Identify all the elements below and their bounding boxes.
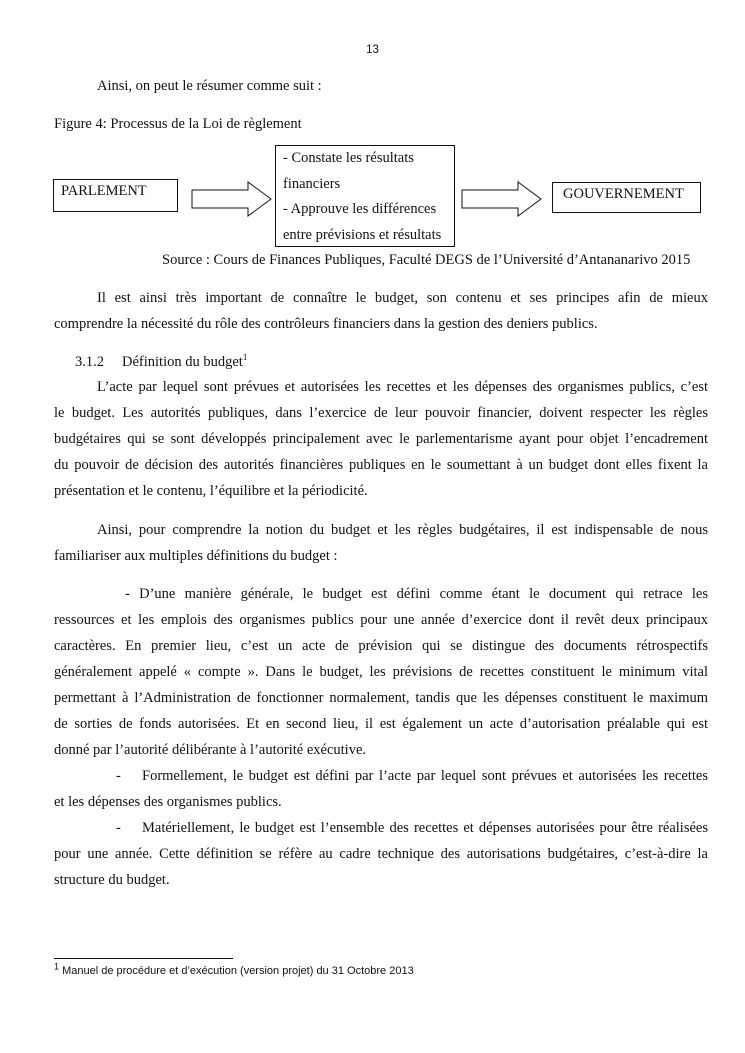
bullet-line: généralement appelé « compte ». Dans le budget, les prévisions de recettes constituent le minimum vital xyxy=(54,664,708,680)
paragraph-line: présentation et le contenu, l’équilibre et la périodicité. xyxy=(54,483,368,499)
footnote xyxy=(54,961,414,977)
bullet-line: - D’une manière générale, le budget est défini comme étant le document qui retrace les xyxy=(125,586,708,602)
paragraph-line: Il est ainsi très important de connaître le budget, son contenu et ses principes afin de mieux xyxy=(97,290,708,306)
bullet-line: ressources et les emplois des organismes publics pour une année d’exercice dont il revêt deux principaux xyxy=(54,612,708,628)
bullet-line: Matériellement, le budget est l’ensemble des recettes et dépenses autorisées pour être réalisées xyxy=(142,820,708,836)
paragraph-line: budgétaires qui se sont développés principalement avec le parlementarisme ayant pour objet l’encadrement xyxy=(54,431,708,447)
gouvernement-label: GOUVERNEMENT xyxy=(563,186,684,202)
bullet-line: Formellement, le budget est défini par l’acte par lequel sont prévues et autorisées les recettes xyxy=(142,768,708,784)
bullet-line: caractères. En premier lieu, c’est un acte de prévision qui se distingue des documents rétrospectifs xyxy=(54,638,708,654)
bullet-line: et les dépenses des organismes publics. xyxy=(54,794,282,810)
figure-caption: Figure 4: Processus de la Loi de règlement xyxy=(54,116,302,132)
parlement-label: PARLEMENT xyxy=(61,183,147,199)
paragraph-line: du pouvoir de décision des autorités financières publiques en le soumettant à un budget dont elles fixent la xyxy=(54,457,708,473)
page-number: 13 xyxy=(366,44,379,56)
bullet-line: de sorties de fonds autorisées. Et en second lieu, il est également un acte d’autorisation préalable qui est xyxy=(54,716,708,732)
intro-text: Ainsi, on peut le résumer comme suit : xyxy=(97,78,322,94)
footnote-ref: 1 xyxy=(242,352,248,363)
paragraph-line: L’acte par lequel sont prévues et autorisées les recettes et les dépenses des organismes publics, c’est xyxy=(97,379,708,395)
bullet-line: permettant à l’Administration de fonctionner normalement, tandis que les dépenses constituent le maximum xyxy=(54,690,708,706)
section-title: Définition du budget xyxy=(122,354,243,370)
arrow-right-icon xyxy=(191,181,273,217)
paragraph-line: Ainsi, pour comprendre la notion du budget et les règles budgétaires, il est indispensable de nous xyxy=(97,522,708,538)
footnote-rule xyxy=(54,958,233,959)
gouvernement-box xyxy=(552,182,701,213)
process-line: entre prévisions et résultats xyxy=(283,226,442,243)
footnote-mark: 1 xyxy=(54,961,60,972)
process-box xyxy=(275,145,455,247)
paragraph-line: familiariser aux multiples définitions du budget : xyxy=(54,548,338,564)
process-line: financiers xyxy=(283,175,341,192)
paragraph-line: comprendre la nécessité du rôle des contrôleurs financiers dans la gestion des deniers publics. xyxy=(54,316,598,332)
figure-source: Source : Cours de Finances Publiques, Faculté DEGS de l’Université d’Antananarivo 2015 xyxy=(162,252,691,268)
process-line: - Constate les résultats xyxy=(283,150,414,166)
bullet-line: pour une année. Cette définition se réfère au cadre technique des autorisations budgétaires, c’est-à-dire la xyxy=(54,846,708,862)
bullet-dash: - xyxy=(116,820,121,836)
bullet-line: donné par l’autorité délibérante à l’autorité exécutive. xyxy=(54,742,367,758)
section-number: 3.1.2 xyxy=(75,354,104,370)
paragraph-line: le budget. Les autorités publiques, dans l’exercice de leur pouvoir financier, doivent respecter les règles xyxy=(54,405,708,421)
footnote-text: Manuel de procédure et d’exécution (version projet) du 31 Octobre 2013 xyxy=(62,965,414,977)
bullet-line: structure du budget. xyxy=(54,872,170,888)
parlement-box xyxy=(53,179,178,212)
process-line: - Approuve les différences xyxy=(283,201,437,217)
section-heading xyxy=(75,349,247,375)
bullet-dash: - xyxy=(116,768,121,784)
arrow-right-icon xyxy=(461,181,543,217)
